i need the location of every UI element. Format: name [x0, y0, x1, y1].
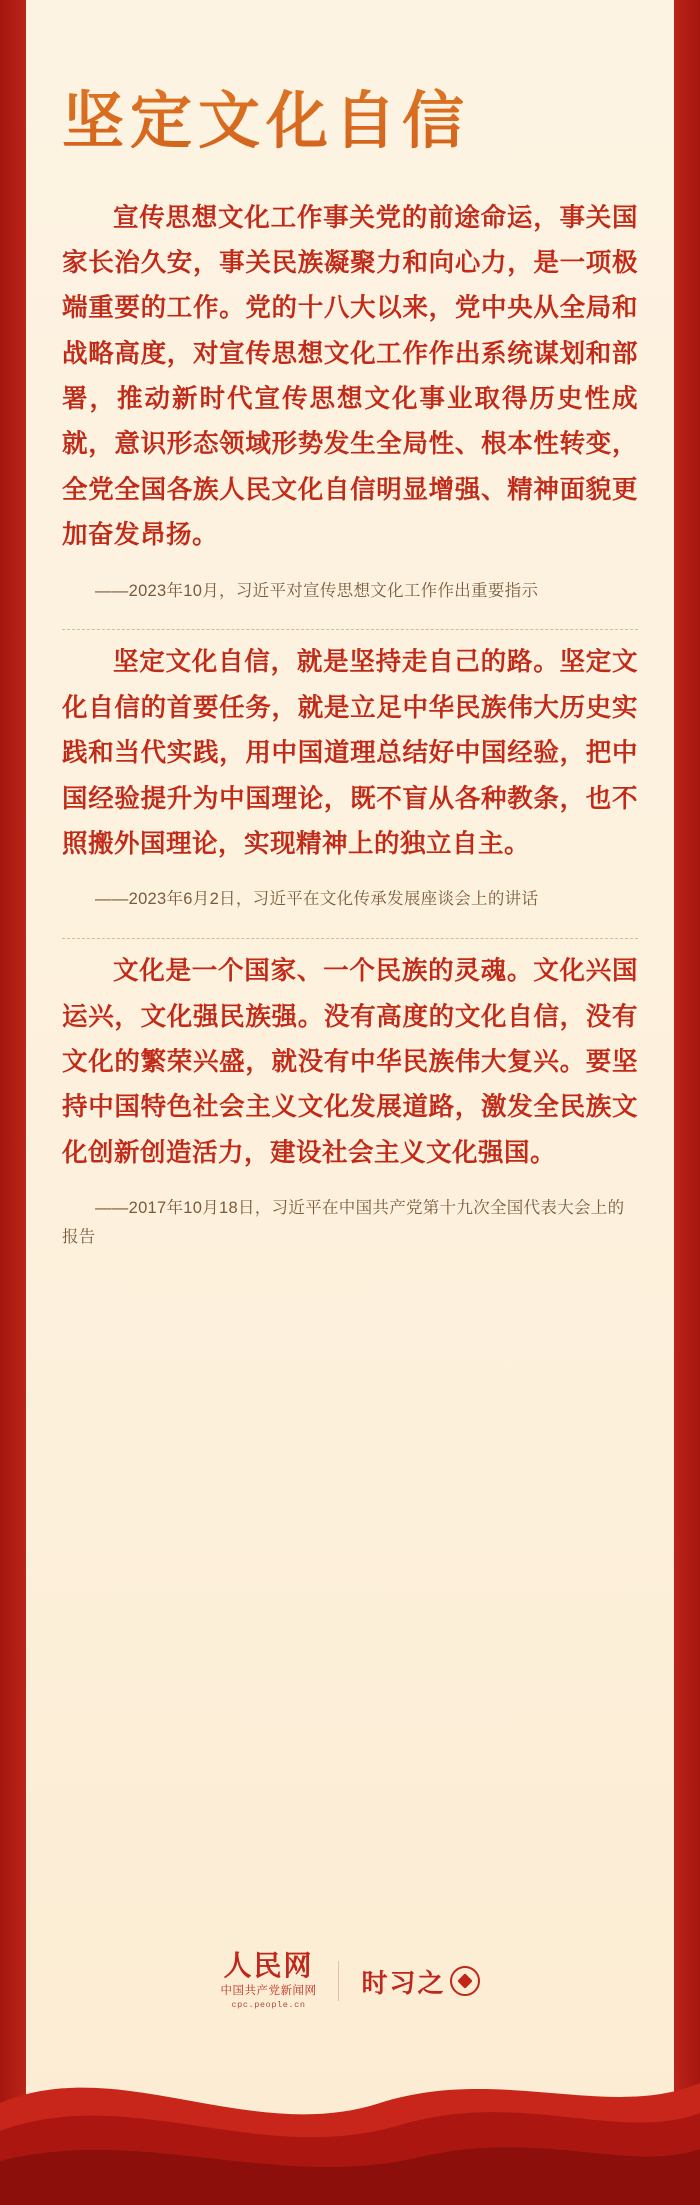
quote-text: 坚定文化自信，就是坚持走自己的路。坚定文化自信的首要任务，就是立足中华民族伟大历史实践和当代实践，用中国道理总结好中国经验，把中国经验提升为中国理论，既不盲从各种教条，也不照搬外国理论，实现精神上的独立自主。 [62, 648, 638, 858]
divider [62, 629, 638, 630]
quote-text: 文化是一个国家、一个民族的灵魂。文化兴国运兴，文化强民族强。没有高度的文化自信，没有文化的繁荣兴盛，就没有中华民族伟大复兴。要坚持中国特色社会主义文化发展道路，激发全民族文化创新创造活力，建设社会主义文化强国。 [62, 957, 638, 1167]
seal-icon [450, 1966, 480, 1996]
footer-divider [338, 1961, 339, 2001]
quote-block-3 [62, 949, 638, 1252]
quote-block-1 [62, 196, 638, 606]
quote-source: ——2017年10月18日，习近平在中国共产党第十九次全国代表大会上的报告 [62, 1199, 625, 1246]
people-cn-logo [220, 1953, 316, 2009]
people-cn-sublabel: 中国共产党新闻网 [220, 1985, 317, 1997]
shixi-logo [361, 1963, 479, 2000]
people-cn-label: 人民网 [223, 1951, 314, 1982]
quote-source: ——2023年10月，习近平对宣传思想文化工作作出重要指示 [95, 581, 539, 600]
people-cn-url: cpc.people.cn [231, 1999, 306, 2010]
quote-source: ——2023年6月2日，习近平在文化传承发展座谈会上的讲话 [95, 890, 539, 909]
shixi-label: 时习之 [361, 1968, 446, 1998]
quote-text: 宣传思想文化工作事关党的前途命运，事关国家长治久安，事关民族凝聚力和向心力，是一项极端重要的工作。党的十八大以来，党中央从全局和战略高度，对宣传思想文化工作作出系统谋划和部署，推动新时代宣传思想文化事业取得历史性成就，意识形态领域形势发生全局性、根本性转变，全党全国各族人民文化自信明显增强、精神面貌更加奋发昂扬。 [62, 203, 638, 550]
bottom-wave-decoration [0, 2025, 700, 2205]
wave-svg [0, 2025, 700, 2205]
footer-logos [0, 1953, 700, 2009]
right-red-band [674, 0, 700, 2205]
quote-block-2 [62, 640, 638, 914]
divider [62, 938, 638, 939]
page-title: 坚定文化自信 [62, 0, 638, 162]
left-red-band [0, 0, 26, 2205]
poster-content [26, 0, 674, 2205]
